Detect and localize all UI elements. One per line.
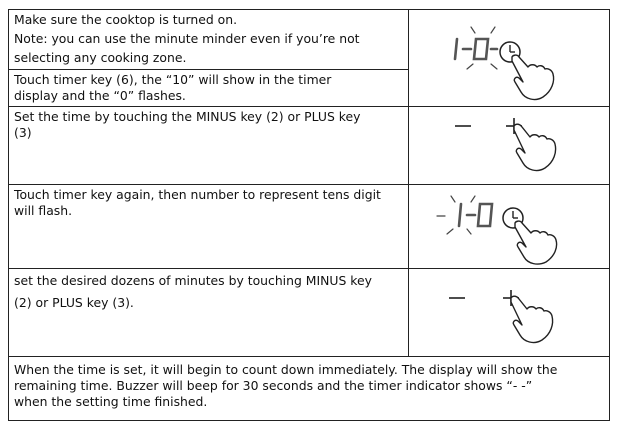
pointing-hand-icon: [512, 55, 554, 99]
table-row: [9, 357, 610, 421]
instruction-table: [8, 9, 610, 421]
timer-display-illustration: [408, 10, 609, 107]
step-text: [9, 185, 409, 269]
step-text: [9, 269, 409, 357]
pointing-hand-icon: [511, 296, 553, 342]
pointing-hand-icon: [514, 124, 556, 170]
step-line: Set the time by touching the MINUS key (2) or PLUS key: [14, 109, 361, 124]
step-text: [9, 70, 409, 107]
step-line: When the time is set, it will begin to count down immediately. The display will show the: [14, 362, 558, 377]
step-line: (2) or PLUS key (3).: [14, 295, 134, 310]
table-row: [9, 10, 610, 70]
step-line: when the setting time finished.: [14, 394, 208, 409]
minus-plus-svg: [409, 270, 609, 356]
segment-display-1-0: [455, 39, 497, 59]
step-line: Make sure the cooktop is turned on.: [14, 12, 238, 27]
table-row: [9, 107, 610, 185]
step-line: display and the “0” flashes.: [14, 88, 186, 103]
step-line: remaining time. Buzzer will beep for 30 seconds and the timer indicator shows “- -”: [14, 378, 533, 393]
step-line: (3): [14, 125, 32, 140]
minus-plus-illustration: [408, 107, 609, 185]
segment-display-1-0: [459, 204, 492, 226]
minus-plus-svg: [409, 108, 609, 184]
step-text: [9, 107, 409, 185]
step-line: Note: you can use the minute minder even if you’re not: [14, 31, 360, 46]
step-line: selecting any cooking zone.: [14, 50, 187, 65]
step-text: [9, 10, 409, 70]
step-line: set the desired dozens of minutes by touching MINUS key: [14, 273, 372, 288]
timer-display-svg: [409, 13, 609, 103]
step-text: [9, 357, 610, 421]
table-row: [9, 269, 610, 357]
step-line: Touch timer key (6), the “10” will show in the timer: [14, 72, 332, 87]
step-line: Touch timer key again, then number to represent tens digit: [14, 187, 381, 202]
minus-plus-illustration: [408, 269, 609, 357]
timer-display-illustration: [408, 185, 609, 269]
pointing-hand-icon: [515, 221, 557, 264]
table-row: [9, 185, 610, 269]
step-line: will flash.: [14, 203, 73, 218]
timer-display-svg: [409, 186, 609, 268]
